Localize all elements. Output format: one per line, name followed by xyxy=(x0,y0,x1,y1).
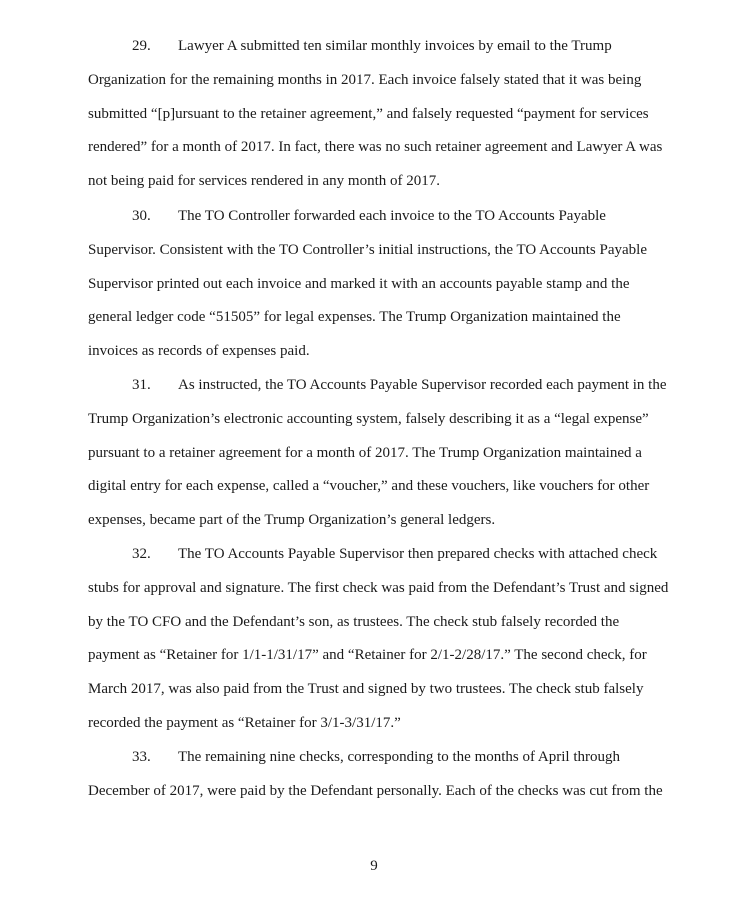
paragraph-31 xyxy=(88,369,670,538)
paragraph-number: 30. xyxy=(132,208,151,224)
paragraph-text: The remaining nine checks, corresponding to the months of April through December of 2017, were paid by the Defendant personally. Each of the checks was cut from the xyxy=(88,749,663,799)
paragraph-32 xyxy=(88,538,670,741)
paragraph-text: The TO Accounts Payable Supervisor then prepared checks with attached check stubs for approval and signature. The first check was paid from the Defendant’s Trust and signed by the TO CFO and the Defendant’s son, as trustees. The check stub falsely recorded the payment as “Retainer for 1/1-1/31/17” and “Retainer for 2/1-2/28/17.” The second check, for March 2017, was also paid from the Trust and signed by two trustees. The check stub falsely recorded the payment as “Retainer for 3/1-3/31/17.” xyxy=(88,546,669,731)
paragraph-29 xyxy=(88,30,670,199)
paragraph-number: 32. xyxy=(132,546,151,562)
paragraph-number: 29. xyxy=(132,38,151,54)
paragraph-text: The TO Controller forwarded each invoice to the TO Accounts Payable Supervisor. Consistent with the TO Controller’s initial instructions, the TO Accounts Payable Supervisor printed out each invoice and marked it with an accounts payable stamp and the general ledger code “51505” for legal expenses. The Trump Organization maintained the invoices as records of expenses paid. xyxy=(88,208,647,360)
page-number: 9 xyxy=(370,858,378,874)
paragraph-number: 33. xyxy=(132,749,151,765)
paragraph-33 xyxy=(88,741,670,809)
paragraph-text: Lawyer A submitted ten similar monthly invoices by email to the Trump Organization for the remaining months in 2017. Each invoice falsely stated that it was being submitted “[p]ursuant to the retainer agreement,” and falsely requested “payment for services rendered” for a month of 2017. In fact, there was no such retainer agreement and Lawyer A was not being paid for services rendered in any month of 2017. xyxy=(88,38,663,190)
paragraph-number: 31. xyxy=(132,377,151,393)
paragraph-30 xyxy=(88,200,670,369)
paragraph-text: As instructed, the TO Accounts Payable Supervisor recorded each payment in the Trump Organization’s electronic accounting system, falsely describing it as a “legal expense” pursuant to a retainer agreement for a month of 2017. The Trump Organization maintained a digital entry for each expense, called a “voucher,” and these vouchers, like vouchers for other expenses, became part of the Trump Organization’s general ledgers. xyxy=(88,377,667,529)
